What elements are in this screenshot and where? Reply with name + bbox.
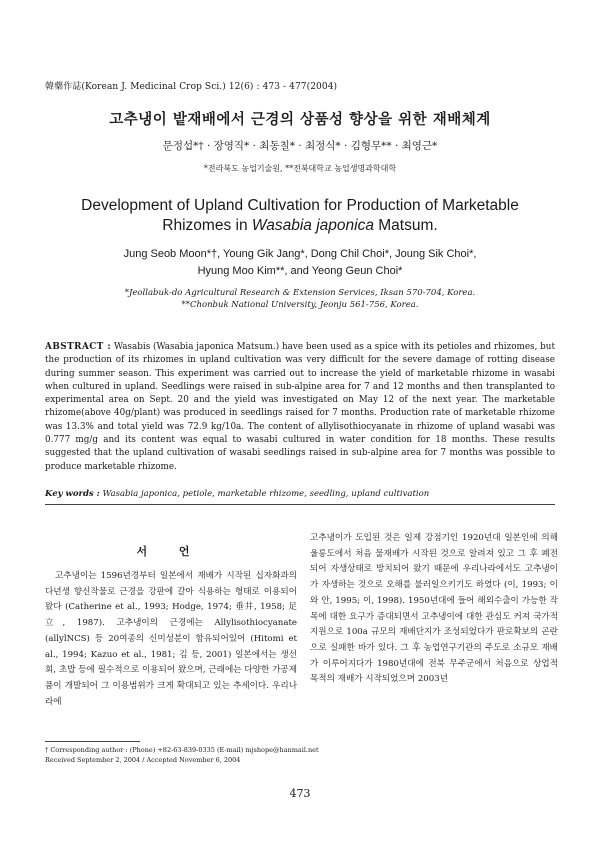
- page-number: 473: [289, 787, 311, 800]
- abstract: [45, 341, 555, 474]
- english-title: [0, 196, 600, 236]
- english-authors-line1: Jung Seob Moon*†, Young Gik Jang*, Dong Chil Choi*, Joung Sik Choi*,: [123, 248, 477, 260]
- body-column-left: [45, 569, 297, 710]
- english-affiliation-line1: *Jeollabuk-do Agricultural Research & Extension Services, Iksan 570-704, Korea.: [124, 288, 476, 298]
- korean-authors: 문정섭*† · 장영직* · 최동칠* · 최정식* · 김형무** · 최영근*: [162, 140, 438, 152]
- english-authors: [0, 246, 600, 280]
- divider: [45, 504, 555, 505]
- korean-affiliation: *전라북도 농업기술원, **전북대학교 농업생명과학대학: [203, 164, 397, 173]
- section-heading: 서 언: [136, 545, 204, 558]
- abstract-text: Wasabis (Wasabia japonica Matsum.) have been used as a spice with its petioles and rhizomes, but the production of its rhizomes in upland cultivation was very difficult for the severe damage of rotting disease during summer season. This experiment was carried out to increase the yield of marketable rhizome in wasabi when cultured in upland. Seedlings were raised in sub-alpine area for 7 and 12 months and then transplanted to experimental area on Sept. 20 and the yield was investigated on May 12 of the next year. The marketable rhizome(above 40g/plant) was produced in seedlings raised for 7 months. Production rate of marketable rhizome was 13.3% and total yield was 72.9 kg/10a. The content of allylisothiocyanate in rhizome of upland wasabi was 0.777 mg/g and its content was equal to wasabi cultured in water condition for 18 months. These results suggested that the upland cultivation of wasabi seedlings raised in sub-alpine area for 7 months was possible to produce marketable rhizome.: [45, 342, 555, 472]
- body-column-right: [310, 531, 558, 688]
- footnote-corresponding: † Corresponding author : (Phone) +82-63-839-0335 (E-mail) mjshope@hanmail.net: [45, 746, 319, 754]
- footnote-received: Received September 2, 2004 / Accepted November 6, 2004: [45, 755, 241, 764]
- english-title-line1: Development of Upland Cultivation for Production of Marketable: [81, 197, 519, 214]
- species-name: Wasabia japonica: [251, 217, 374, 234]
- keywords-label: Key words :: [45, 489, 100, 499]
- footnote: [45, 746, 319, 765]
- english-authors-line2: Hyung Moo Kim**, and Yeong Geun Choi*: [197, 265, 403, 277]
- footnote-divider: [45, 741, 140, 742]
- english-affiliation: [0, 287, 600, 311]
- abstract-label: ABSTRACT :: [45, 342, 112, 352]
- keywords: [45, 489, 555, 499]
- keywords-text: Wasabia japonica, petiole, marketable rhizome, seedling, upland cultivation: [102, 489, 430, 499]
- english-title-line2: Rhizomes in Wasabia japonica Matsum.: [162, 217, 438, 234]
- english-affiliation-line2: **Chonbuk National University, Jeonju 561-756, Korea.: [181, 300, 419, 310]
- journal-header: 韓藥作誌(Korean J. Medicinal Crop Sci.) 12(6) : 473 - 477(2004): [45, 82, 338, 92]
- body-paragraph-right: 고추냉이가 도입된 것은 일제 강점기인 1920년대 일본인에 의해 울릉도에서 처음 물재배가 시작된 것으로 알려져 있고 그 후 폐전되어 자생상태로 방치되어 왔기 때문에 우리나라에서도 고추냉이가 자생하는 것으로 오해를 불러일으키기도 하였다 (이, 1993; 이와 안, 1995; 이, 1998). 1950년대에 들어 해외수출이 가능한 작목에 대한 요구가 증대되면서 고추냉이에 대한 관심도 커져 국가적 지원으로 100a 규모의 재배단지가 조성되었다가 판로확보의 곤란으로 실패한 바가 있다. 그 후 농업연구기관의 주도로 소규모 재배가 이루어지다가 1980년대에 전북 무주군에서 처음으로 상업적 목적의 재배가 시작되었으며 2003년: [310, 533, 558, 685]
- korean-title: 고추냉이 밭재배에서 근경의 상품성 향상을 위한 재배체계: [109, 111, 491, 128]
- body-paragraph-left: 고추냉이는 1596년경부터 일본에서 재배가 시작된 십자화과의 다년생 향신작물로 근경을 강판에 갈아 식용하는 형태로 이용되어 왔다 (Catherine et al., 1993; Hodge, 1974; 垂井, 1958; 足立, 1987). 고추냉이의 근경에는 Allylisothiocyanate (allylNCS) 등 20여종의 신미성분이 함유되어있어 (Hitomi et al., 1994; Kazuo et al., 1981; 김 등, 2001) 일본에서는 생선회, 초밥 등에 필수적으로 이용되어 왔으며, 근래에는 다양한 가공제품이 개발되어 그 이용범위가 크게 확대되고 있는 추세이다. 우리나라에: [45, 571, 297, 707]
